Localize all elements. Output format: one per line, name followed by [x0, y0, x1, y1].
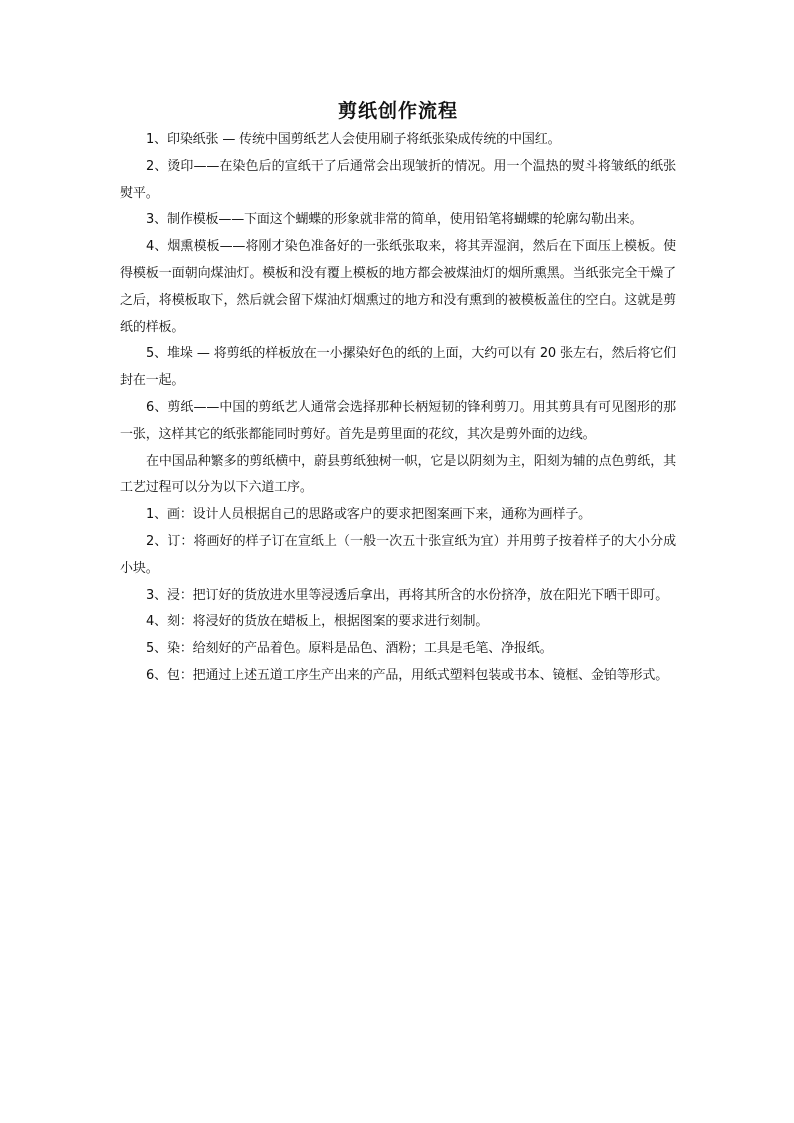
- paragraph-process-3-soak: 3、浸：把订好的货放进水里等浸透后拿出，再将其所含的水份挤净，放在阳光下晒干即可。: [146, 587, 669, 603]
- paragraph-yuxian-intro: 在中国品种繁多的剪纸横中，蔚县剪纸独树一帜，它是以阴刻为主，阳刻为辅的点色剪纸，其工艺过程可以分为以下六道工序。: [120, 453, 676, 496]
- paragraph-step-4-smoking: 4、烟熏模板——将刚才染色准备好的一张纸张取来，将其弄湿润，然后在下面压上模板。使得模板一面朝向煤油灯。模板和没有覆上模板的地方都会被煤油灯的烟所熏黑。当纸张完全干燥了之后，将模板取下，然后就会留下煤油灯烟熏过的地方和没有熏到的被模板盖住的空白。这就是剪纸的样板。: [120, 239, 676, 335]
- paragraph-process-1-draw: 1、画：设计人员根据自己的思路或客户的要求把图案画下来，通称为画样子。: [146, 507, 592, 523]
- paragraph-process-6-pack: 6、包：把通过上述五道工序生产出来的产品，用纸式塑料包装或书本、镜框、金铂等形式。: [146, 667, 669, 683]
- paragraph-step-6-cutting: 6、剪纸——中国的剪纸艺人通常会选择那种长柄短韧的锋利剪刀。用其剪具有可见图形的那一张，这样其它的纸张都能同时剪好。首先是剪里面的花纹，其次是剪外面的边线。: [120, 399, 676, 442]
- paragraph-process-2-bind: 2、订：将画好的样子订在宣纸上（一般一次五十张宣纸为宜）并用剪子按着样子的大小分成小块。: [120, 533, 676, 576]
- document-title: 剪纸创作流程: [337, 100, 458, 122]
- document-page: [120, 96, 676, 690]
- paragraph-step-3-template: 3、制作模板——下面这个蝴蝶的形象就非常的简单，使用铅笔将蝴蝶的轮廓勾勒出来。: [146, 212, 643, 228]
- paragraph-process-5-dye: 5、染：给刻好的产品着色。原料是品色、酒粉；工具是毛笔、净报纸。: [146, 641, 553, 657]
- paragraph-step-1-dyeing: 1、印染纸张 — 传统中国剪纸艺人会使用刷子将纸张染成传统的中国红。: [146, 132, 561, 147]
- paragraph-step-2-ironing: 2、烫印——在染色后的宣纸干了后通常会出现皱折的情况。用一个温热的熨斗将皱纸的纸张熨平。: [120, 158, 676, 201]
- paragraph-process-4-carve: 4、刻：将浸好的货放在蜡板上，根据图案的要求进行刻制。: [146, 614, 489, 630]
- paragraph-step-5-stacking: 5、堆垛 — 将剪纸的样板放在一小摞染好色的纸的上面，大约可以有 20 张左右，然后将它们封在一起。: [120, 346, 676, 389]
- document-body: [120, 127, 676, 690]
